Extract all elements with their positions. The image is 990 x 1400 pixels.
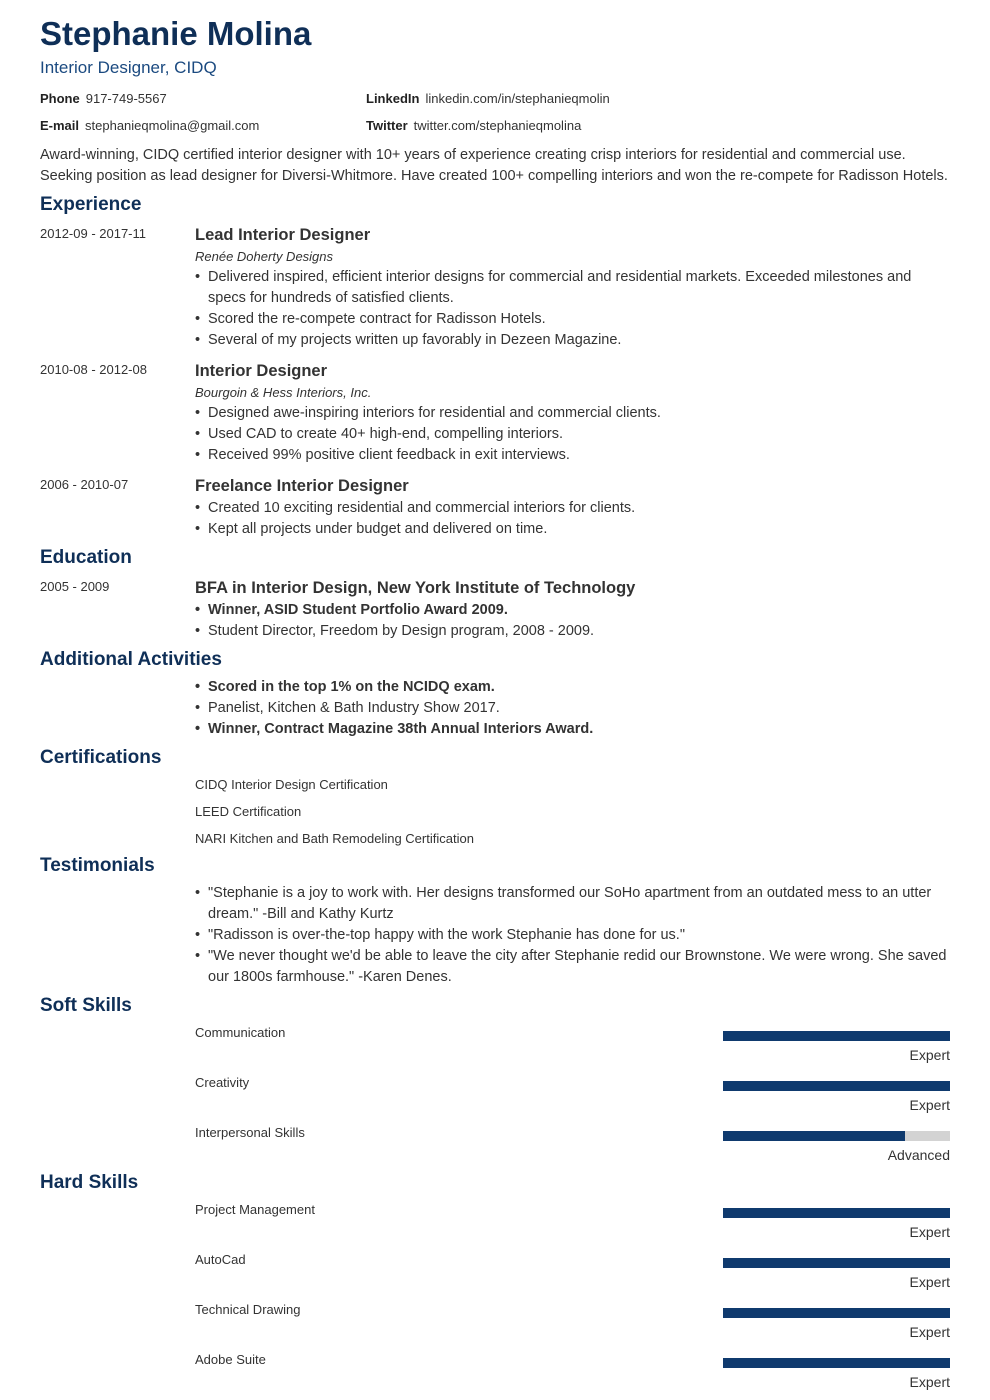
entry-dates: 2006 - 2010-07 [40,477,129,492]
bullet-item: • Winner, Contract Magazine 38th Annual Interiors Award. [195,719,950,740]
skill-bar [723,1081,950,1091]
skill-bar-fill [723,1208,950,1218]
skill-bar-fill [723,1081,950,1091]
bullet-item: • Created 10 exciting residential and commercial interiors for clients. [195,498,950,519]
skill-bar [723,1308,950,1318]
skill-bar-fill [723,1358,950,1368]
bullet-item: • Student Director, Freedom by Design program, 2008 - 2009. [195,621,950,642]
contact-label: LinkedIn [366,91,420,106]
skill-level: Expert [909,1224,950,1240]
skill-row [40,1075,950,1125]
skill-bar [723,1208,950,1218]
contact-value: linkedin.com/in/stephanieqmolin [425,91,610,106]
contact-label: Phone [40,91,80,106]
skill-name: Project Management [195,1202,315,1217]
entry-role: Interior Designer [195,362,328,380]
skill-row [40,1202,950,1252]
section-title-activities: Additional Activities [40,649,222,670]
skill-bar-fill [723,1258,950,1268]
contact-value: twitter.com/stephanieqmolina [413,118,582,133]
entry-dates: 2012-09 - 2017-11 [40,226,147,241]
skill-name: Communication [195,1025,286,1040]
contact-phone [40,91,167,107]
testimonial-item: • "Radisson is over-the-top happy with the work Stephanie has done for us." [195,925,950,946]
contact-label: Twitter [366,118,408,133]
section-title-education: Education [40,547,132,568]
skill-level: Expert [909,1047,950,1063]
section-title-certifications: Certifications [40,747,162,768]
skill-row [40,1252,950,1302]
contact-twitter [366,118,581,134]
section-title-experience: Experience [40,194,142,215]
skill-bar-fill [723,1031,950,1041]
skill-level: Expert [909,1324,950,1340]
skill-name: Interpersonal Skills [195,1125,305,1140]
skill-bar [723,1031,950,1041]
skill-name: Creativity [195,1075,250,1090]
section-title-soft-skills: Soft Skills [40,995,132,1016]
skill-bar-fill [723,1308,950,1318]
entry-dates: 2010-08 - 2012-08 [40,362,147,377]
candidate-name: Stephanie Molina [40,15,312,52]
skill-bar [723,1131,950,1141]
skill-level: Expert [909,1374,950,1390]
bullet-item: • Kept all projects under budget and delivered on time. [195,519,950,540]
bullet-item: • Panelist, Kitchen & Bath Industry Show 2017. [195,698,950,719]
certification-item: LEED Certification [195,804,302,819]
skill-level: Expert [909,1097,950,1113]
skill-name: Adobe Suite [195,1352,266,1367]
entry-bullets [195,600,950,642]
entry-bullets [195,403,950,466]
candidate-title: Interior Designer, CIDQ [40,58,217,77]
skill-name: AutoCad [195,1252,246,1267]
contact-value: 917-749-5567 [85,91,167,106]
bullet-item: • Winner, ASID Student Portfolio Award 2009. [195,600,950,621]
skill-row [40,1025,950,1075]
bullet-item: • Used CAD to create 40+ high-end, compelling interiors. [195,424,950,445]
testimonial-item: • "We never thought we'd be able to leave the city after Stephanie redid our Brownstone. We were wrong. She saved our 1800s farmhouse." -Karen Denes. [195,946,950,988]
bullet-item: • Scored in the top 1% on the NCIDQ exam. [195,677,950,698]
skill-row [40,1125,950,1175]
entry-dates: 2005 - 2009 [40,579,110,594]
entry-bullets [195,498,950,540]
bullet-item: • Designed awe-inspiring interiors for residential and commercial clients. [195,403,950,424]
certification-item: NARI Kitchen and Bath Remodeling Certification [195,831,474,846]
bullet-item: • Several of my projects written up favorably in Dezeen Magazine. [195,330,950,351]
skill-row [40,1352,950,1400]
section-title-hard-skills: Hard Skills [40,1172,139,1193]
education-degree: BFA in Interior Design, New York Institute of Technology [195,579,636,597]
testimonial-item: • "Stephanie is a joy to work with. Her designs transformed our SoHo apartment from an outdated mess to an utter dream." -Bill and Kathy Kurtz [195,883,950,925]
contact-value: stephanieqmolina@gmail.com [85,118,260,133]
skill-level: Advanced [887,1147,950,1163]
profile-summary: Award-winning, CIDQ certified interior designer with 10+ years of experience creating crisp interiors for residential and commercial use. Seeking position as lead designer for Diversi-Whitmore. Have created 100+ compelling interiors and won the re-compete for Radisson Hotels. [40,147,948,184]
contact-linkedin [366,91,610,107]
entry-role: Freelance Interior Designer [195,477,409,495]
section-title-testimonials: Testimonials [40,855,155,876]
bullet-item: • Delivered inspired, efficient interior designs for commercial and residential markets. Exceeded milestones and specs for hundreds of satisfied clients. [195,267,950,309]
entry-bullets [195,267,950,351]
entry-organization: Renée Doherty Designs [195,249,334,264]
skill-bar-fill [723,1131,905,1141]
entry-role: Lead Interior Designer [195,226,371,244]
certification-item: CIDQ Interior Design Certification [195,777,388,792]
skill-level: Expert [909,1274,950,1290]
skill-bar [723,1358,950,1368]
skill-name: Technical Drawing [195,1302,301,1317]
bullet-item: • Received 99% positive client feedback in exit interviews. [195,445,950,466]
entry-organization: Bourgoin & Hess Interiors, Inc. [195,385,372,400]
skill-bar [723,1258,950,1268]
contact-label: E-mail [40,118,80,133]
contact-email [40,118,259,134]
skill-row [40,1302,950,1352]
bullet-item: • Scored the re-compete contract for Radisson Hotels. [195,309,950,330]
